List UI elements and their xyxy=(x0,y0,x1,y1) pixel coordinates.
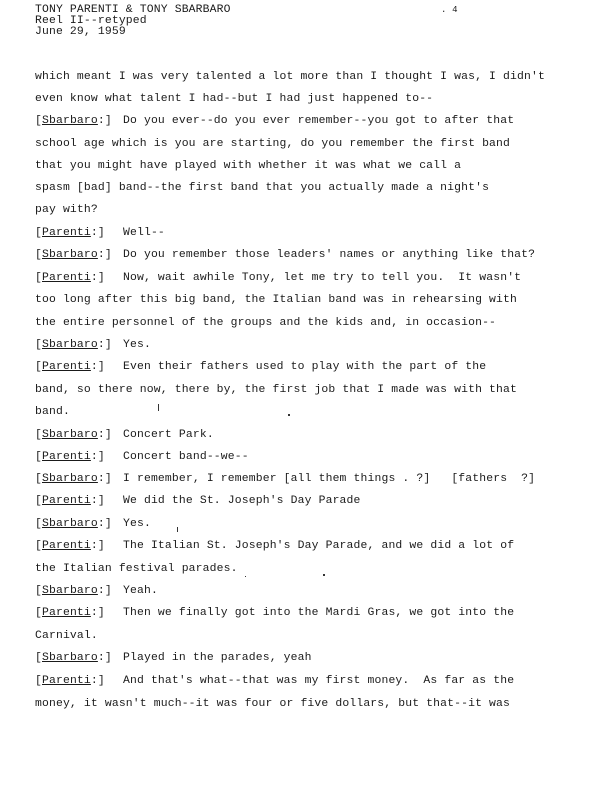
speech-text: I remember, I remember [all them things . ?] [fathers ?] xyxy=(123,473,536,485)
speaker-name: Parenti xyxy=(42,361,91,373)
speaker-label: [Parenti:] xyxy=(35,361,105,373)
header-date: June 29, 1959 xyxy=(35,26,126,38)
transcript-line: even know what talent I had--but I had just happened to-- xyxy=(35,93,434,105)
scan-speck xyxy=(323,574,325,576)
speech-text: Do you remember those leaders' names or anything like that? xyxy=(123,249,536,261)
speaker-name: Sbarbaro xyxy=(42,429,98,441)
page-number: . 4 xyxy=(441,5,458,15)
transcript-line: school age which is you are starting, do you remember the first band xyxy=(35,138,511,150)
speech-text: Yes. xyxy=(123,339,151,351)
speech-text: Do you ever--do you ever remember--you got to after that xyxy=(123,115,515,127)
transcript-line: pay with? xyxy=(35,204,98,216)
transcript-line: band. xyxy=(35,406,70,418)
speaker-name: Parenti xyxy=(42,540,91,552)
speech-text: Played in the parades, yeah xyxy=(123,652,312,664)
speech-text: Now, wait awhile Tony, let me try to tell you. It wasn't xyxy=(123,272,522,284)
transcript-line: band, so there now, there by, the first job that I made was with that xyxy=(35,384,517,396)
speaker-label: [Parenti:] xyxy=(35,675,105,687)
transcript-line: spasm [bad] band--the first band that you actually made a night's xyxy=(35,182,490,194)
speaker-name: Parenti xyxy=(42,607,91,619)
transcript-line: money, it wasn't much--it was four or five dollars, but that--it was xyxy=(35,698,511,710)
transcript-line: too long after this big band, the Italian band was in rehearsing with xyxy=(35,294,517,306)
transcript-line: that you might have played with whether it was what we call a xyxy=(35,160,462,172)
speaker-label: [Parenti:] xyxy=(35,272,105,284)
scan-speck xyxy=(288,414,290,416)
speaker-name: Sbarbaro xyxy=(42,249,98,261)
speaker-name: Sbarbaro xyxy=(42,473,98,485)
speaker-name: Sbarbaro xyxy=(42,518,98,530)
speaker-label: [Sbarbaro:] xyxy=(35,429,112,441)
speech-text: We did the St. Joseph's Day Parade xyxy=(123,495,361,507)
transcript-line: Carnival. xyxy=(35,630,98,642)
speaker-name: Sbarbaro xyxy=(42,339,98,351)
speaker-label: [Parenti:] xyxy=(35,227,105,239)
speaker-name: Parenti xyxy=(42,272,91,284)
speech-text: Concert band--we-- xyxy=(123,451,249,463)
speaker-label: [Parenti:] xyxy=(35,451,105,463)
speaker-label: [Parenti:] xyxy=(35,540,105,552)
scan-speck xyxy=(245,576,246,577)
transcript-line: the Italian festival parades. xyxy=(35,563,238,575)
scan-speck xyxy=(158,404,159,411)
speaker-name: Sbarbaro xyxy=(42,585,98,597)
speaker-label: [Parenti:] xyxy=(35,607,105,619)
speaker-label: [Sbarbaro:] xyxy=(35,652,112,664)
scan-speck xyxy=(177,527,178,532)
speaker-name: Sbarbaro xyxy=(42,115,98,127)
speaker-label: [Sbarbaro:] xyxy=(35,585,112,597)
speech-text: Even their fathers used to play with the part of the xyxy=(123,361,487,373)
speech-text: The Italian St. Joseph's Day Parade, and we did a lot of xyxy=(123,540,515,552)
speaker-label: [Sbarbaro:] xyxy=(35,115,112,127)
speaker-label: [Sbarbaro:] xyxy=(35,249,112,261)
speaker-name: Parenti xyxy=(42,451,91,463)
speech-text: Yeah. xyxy=(123,585,158,597)
transcript-line: the entire personnel of the groups and the kids and, in occasion-- xyxy=(35,317,497,329)
speaker-name: Sbarbaro xyxy=(42,652,98,664)
transcript-line: which meant I was very talented a lot more than I thought I was, I didn't xyxy=(35,71,545,83)
speech-text: Well-- xyxy=(123,227,165,239)
speech-text: And that's what--that was my first money. As far as the xyxy=(123,675,515,687)
speech-text: Then we finally got into the Mardi Gras, we got into the xyxy=(123,607,515,619)
speaker-name: Parenti xyxy=(42,227,91,239)
speaker-name: Parenti xyxy=(42,495,91,507)
speaker-label: [Sbarbaro:] xyxy=(35,518,112,530)
speaker-name: Parenti xyxy=(42,675,91,687)
speaker-label: [Sbarbaro:] xyxy=(35,339,112,351)
speaker-label: [Sbarbaro:] xyxy=(35,473,112,485)
speech-text: Yes. xyxy=(123,518,151,530)
speaker-label: [Parenti:] xyxy=(35,495,105,507)
header-reel: Reel II--retyped xyxy=(35,15,147,27)
header-names: TONY PARENTI & TONY SBARBARO xyxy=(35,4,231,16)
speech-text: Concert Park. xyxy=(123,429,214,441)
